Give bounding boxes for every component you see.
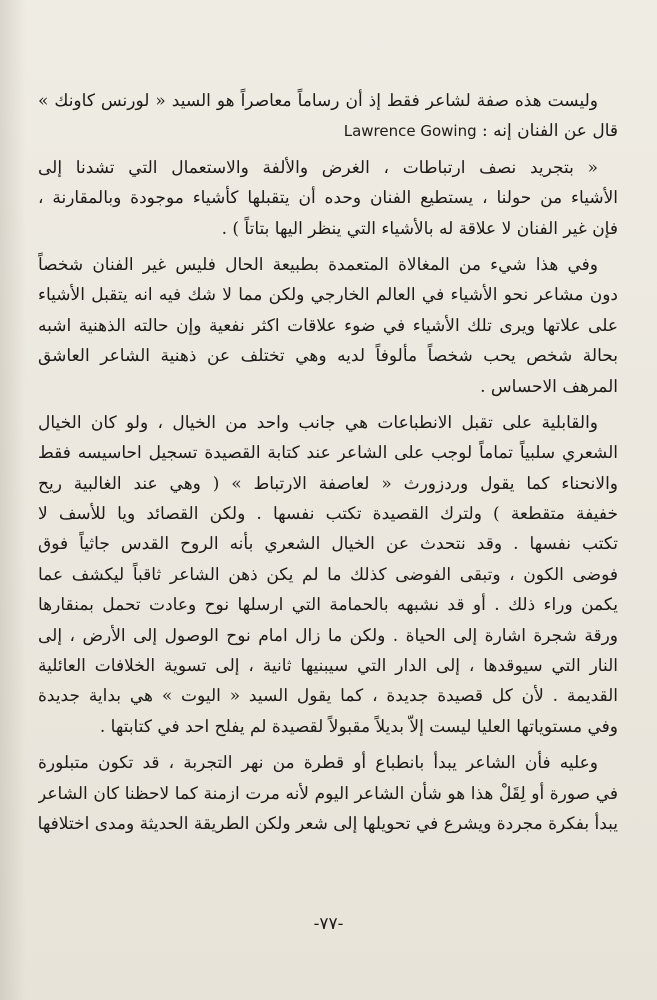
text-line: والقابلية على تقبل الانطباعات هي جانب واحد من الخيال ، ولو كان الخيال <box>38 412 598 433</box>
text-line: وفي هذا شيء من المغالاة المتعمدة بطبيعة الحال فليس غير الفنان شخصاً <box>38 254 598 275</box>
text-line: على علاتها ويرى تلك الأشياء في ضوء علاقات اكثر نفعية وإن حالته الذهنية اشبه <box>38 315 618 336</box>
text-line: وعليه فأن الشاعر يبدأ بانطباع أو قطرة من نهر التجربة ، قد تكون متبلورة <box>38 753 598 774</box>
text-line: ورقة شجرة اشارة إلى الحياة . ولكن ما زال امام نوح الوصول إلى الأرض ، إلى <box>38 625 618 646</box>
text-line: « بتجريد نصف ارتباطات ، الغرض والألفة والاستعمال التي تشدنا إلى <box>38 157 598 178</box>
text-line: فوضى الكون ، وتبقى الفوضى كذلك ما لم يكن ذهن الشاعر ثاقباً ليكشف عما <box>38 564 618 585</box>
text-line: وفي مستوياتها العليا ليست إلاّ بديلاً مقبولاً لقصيدة لم يفلح احد في كتابتها . <box>99 716 618 737</box>
text-line: المرهف الاحساس . <box>480 376 618 397</box>
text-line: الأشياء من حولنا ، يستطيع الفنان وحده أن يتقبلها كأشياء موجودة وبالمقارنة ، <box>38 188 618 209</box>
latin-name: Lawrence Gowing <box>343 122 477 141</box>
text-line: خفيفة متقطعة ) ولترك القصيدة تكتب نفسها . ولكن القصائد ويا للأسف لا <box>38 504 618 525</box>
text-line: القديمة . لأن كل قصيدة جديدة ، كما يقول السيد « اليوت » هي بداية جديدة <box>38 686 618 707</box>
text-line: يكمن وراء ذلك . أو قد نشبهه بالحمامة التي ارسلها نوح وعادت تحمل بمنقارها <box>38 595 618 616</box>
text-line: يبدأ بفكرة مجردة ويشرع في تحويلها إلى شعر ولكن الطريقة الحديثة ومدى اختلافها <box>38 813 618 834</box>
page-gutter-shadow <box>0 0 26 1000</box>
text-line: النار التي سيوقدها ، إلى الدار التي سيبنيها ثانية ، إلى تسوية الخلافات العائلية <box>38 656 618 677</box>
text-line: دون مشاعر نحو الأشياء في العالم الخارجي ولكن مما لا شك فيه انه يتقبل الأشياء <box>38 285 618 306</box>
page-number: -٧٧- <box>313 914 344 934</box>
text-line <box>38 116 618 146</box>
text-line: بحالة شخص يحب شخصاً مألوفاً لديه وهي تختلف عن ذهنية الشاعر العاشق <box>38 346 618 367</box>
text-line: فإن غير الفنان لا علاقة له بالأشياء التي ينظر اليها بتاتاً ) . <box>221 218 618 239</box>
text-line: وليست هذه صفة لشاعر فقط إذ أن رساماً معاصراً هو السيد « لورنس كاونك » <box>38 91 598 111</box>
text-line: تكتب نفسها . وقد نتحدث عن الخيال الشعري بأنه الروح القدس جاثياً فوق <box>38 534 618 555</box>
text-line: في صورة أو لِقَلْ هذا هو شأن الشاعر اليوم لأنه مرت ازمنة كما لاحظنا كان الشاعر <box>38 783 618 804</box>
page-body-text <box>38 86 618 839</box>
text-line: الشعري سلبياً تماماً لوجب على الشاعر عند كتابة القصيدة تسجيل احاسيسه فقط <box>38 443 618 464</box>
text-line-fragment: قال عن الفنان إنه : <box>482 121 618 142</box>
text-line: والانحناء كما يقول وردزورث « لعاصفة الارتباط » ( وهي عند الغالبية ريح <box>38 473 618 494</box>
